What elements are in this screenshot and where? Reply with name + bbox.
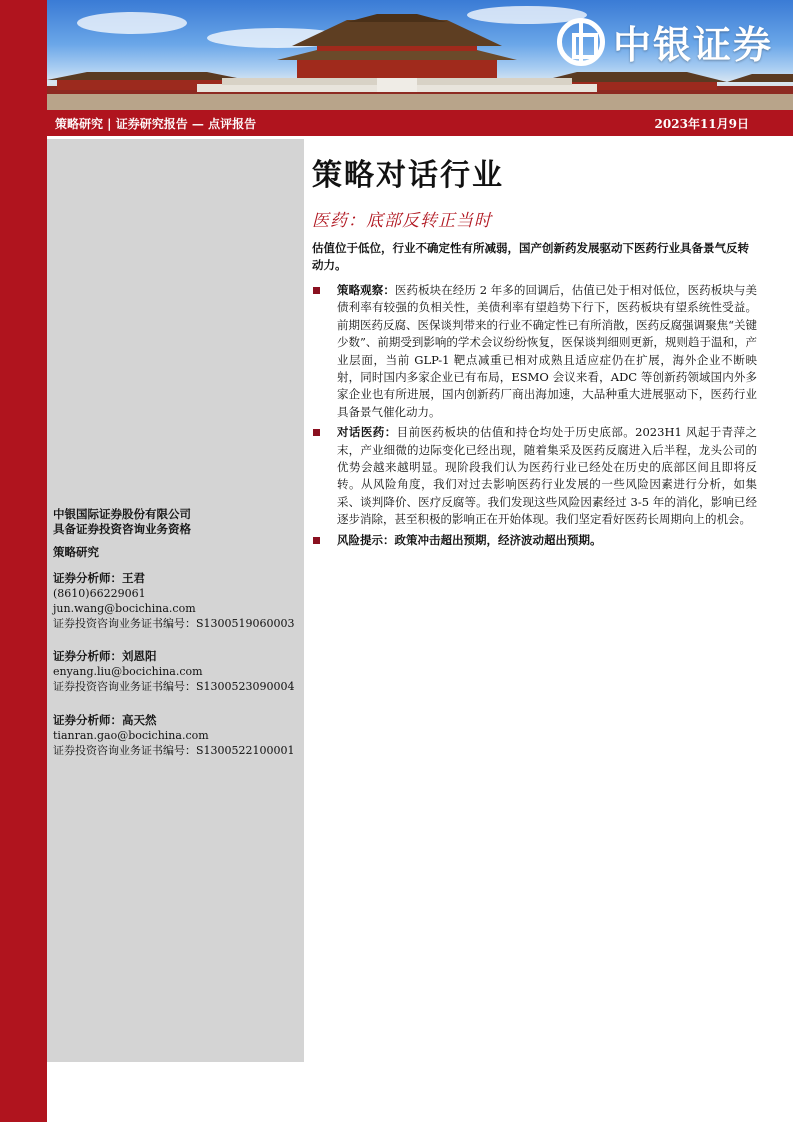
banner-image: [47, 0, 793, 110]
main-heading: [312, 150, 757, 231]
report-category: 策略研究 | 证券研究报告 — 点评报告: [55, 116, 257, 131]
analyst-title: 证券分析师：高天然: [53, 713, 157, 727]
bullet-text: 政策冲击超出预期，经济波动超出预期。: [394, 532, 602, 547]
report-date: 2023年11月9日: [654, 116, 749, 131]
section-label: 策略研究: [53, 545, 99, 559]
analyst-cert: 证券投资咨询业务证书编号：S1300522100001: [53, 744, 295, 757]
analyst-card: [53, 649, 295, 694]
company-qualification: 具备证券投资咨询业务资格: [53, 522, 191, 536]
bullet-heading: 对话医药：: [337, 425, 397, 440]
company-name: 中银国际证券股份有限公司: [53, 507, 191, 521]
list-item: [312, 282, 757, 421]
summary-text: 估值位于低位，行业不确定性有所减弱，国产创新药发展驱动下医药行业具备景气反转动力。: [312, 241, 749, 272]
analyst-card: [53, 571, 295, 631]
bullet-text: 医药板块在经历 2 年多的回调后，估值已处于相对低位，医药板块与美债利率有较强的负相关性，美债利率有望趋势下行下，医药板块有望系统性受益。前期医药反腐、医保谈判带来的行业不确定性已有所消散，医药反腐强调聚焦“关键少数”、前期受到影响的学术会议纷纷恢复，医保谈判细则更新，规则趋于温和，产业层面，当前 GLP-1 靶点减重已相对成熟且适应症仍在扩展，海外企业不断映射，同时国内多家企业已有布局，ESMO 会议来看，ADC 等创新药领域国内外多家企业也有所进展，国内创新药厂商出海加速，大品种重大进展驱动下，医药行业具备景气催化动力。: [337, 283, 758, 419]
bullet-heading: 策略观察：: [337, 283, 395, 297]
bullet-list: [312, 282, 757, 552]
brand-name: 中银证券: [612, 23, 773, 67]
boc-logo-icon: [557, 18, 605, 66]
analyst-email[interactable]: enyang.liu@bocichina.com: [53, 665, 203, 678]
left-red-strip: [0, 0, 47, 1122]
analyst-phone: (8610)66229061: [53, 587, 146, 600]
bullet-square-icon: [313, 287, 320, 294]
analyst-cert: 证券投资咨询业务证书编号：S1300519060003: [53, 617, 295, 630]
analyst-card: [53, 713, 295, 758]
report-title: 策略对话行业: [312, 158, 504, 193]
bullet-square-icon: [313, 429, 320, 436]
list-item: [312, 424, 757, 528]
analyst-email[interactable]: tianran.gao@bocichina.com: [53, 729, 209, 742]
analyst-cert: 证券投资咨询业务证书编号：S1300523090004: [53, 680, 295, 693]
analyst-email[interactable]: jun.wang@bocichina.com: [53, 602, 196, 615]
brand-logo: [557, 14, 773, 69]
list-item: [312, 532, 757, 549]
analyst-title: 证券分析师：王君: [53, 571, 145, 585]
bullet-text: 目前医药板块的估值和持仓均处于历史底部。2023H1 风起于青萍之末，产业细微的边际变化已经出现，随着集采及医药反腐进入后半程，龙头公司的优势会越来越明显。现阶段我们认为医药行业已经处在历史的底部区间且即将反转。从风险角度，我们对过去影响医药行业发展的一些风险因素进行分析，如集采、谈判降价、医疗反腐等。我们发现这些风险因素经过 3-5 年的消化，影响已经逐步消除，甚至积极的影响正在开始体现。我们坚定看好医药长周期向上的机会。: [337, 425, 758, 527]
bullet-heading: 风险提示：: [337, 532, 395, 547]
sidebar: [47, 139, 304, 1062]
report-subtitle: 医药：底部反转正当时: [312, 211, 492, 231]
report-header: [47, 110, 793, 136]
analyst-title: 证券分析师：刘恩阳: [53, 649, 157, 663]
bullet-square-icon: [313, 537, 320, 544]
company-info: [53, 507, 191, 537]
